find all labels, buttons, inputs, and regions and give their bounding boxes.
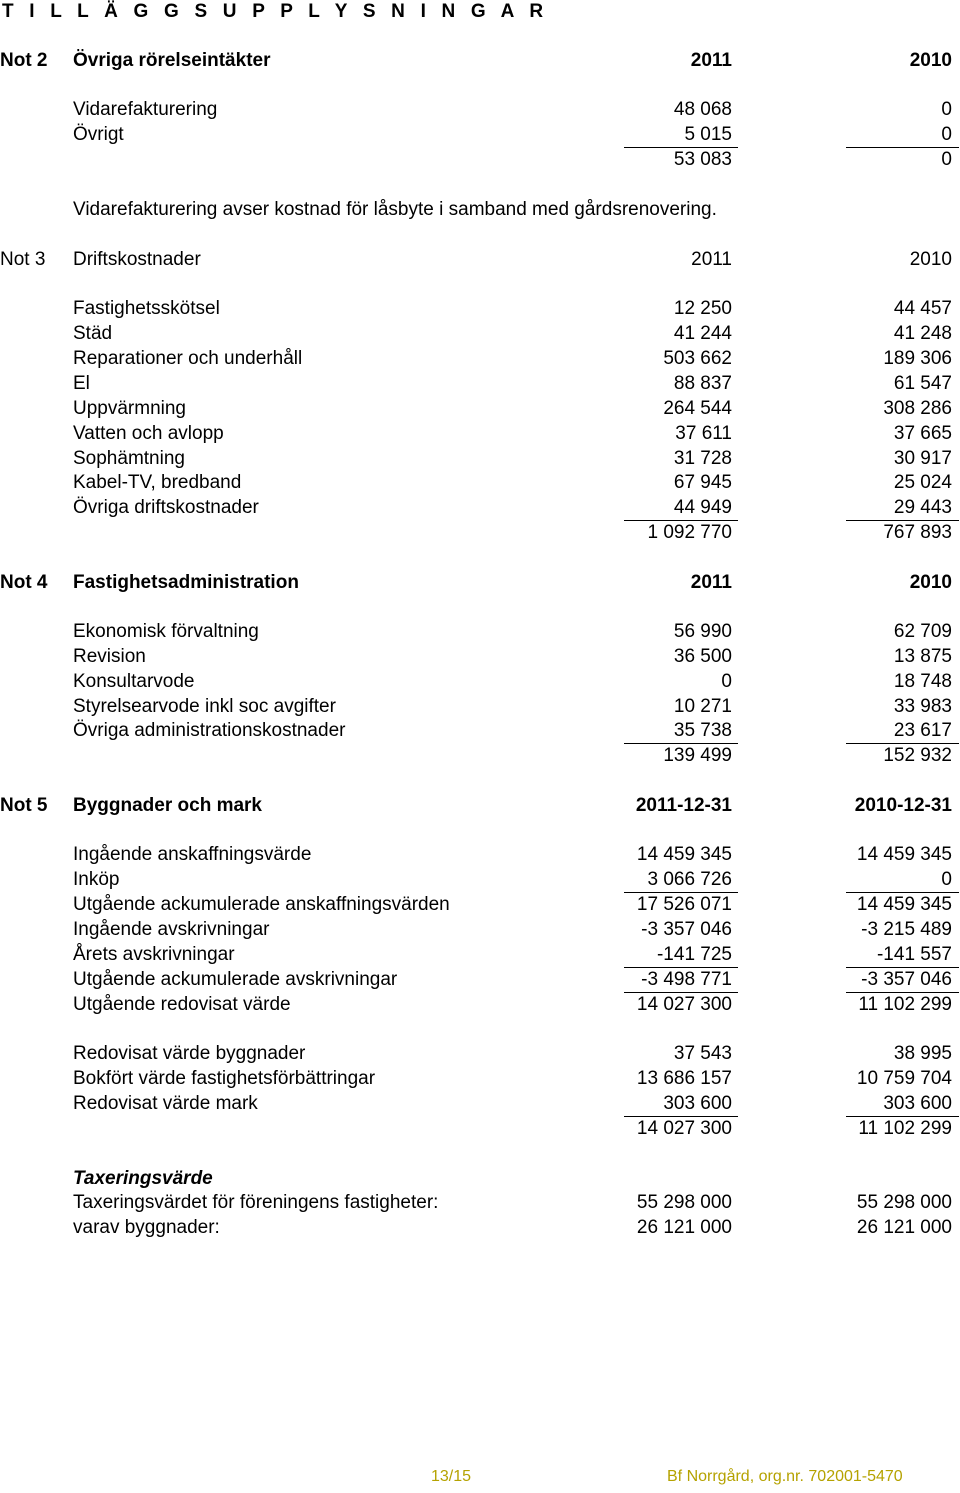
total-row xyxy=(0,744,960,768)
value-current: 44 949 xyxy=(673,497,732,518)
year-current: 2011 xyxy=(690,50,732,71)
value-current: 37 611 xyxy=(675,423,732,444)
note-number: Not 4 xyxy=(0,572,48,593)
note-text-row xyxy=(0,198,960,222)
value-previous: 308 286 xyxy=(883,398,952,419)
value-previous: 26 121 000 xyxy=(856,1217,952,1238)
table-row xyxy=(0,347,960,371)
table-row xyxy=(0,496,960,520)
row-label: El xyxy=(73,373,90,394)
row-label: Inköp xyxy=(73,869,120,890)
table-row xyxy=(0,322,960,346)
value-previous: 0 xyxy=(941,99,952,120)
table-row xyxy=(0,918,960,942)
value-previous: 25 024 xyxy=(893,472,952,493)
value-previous: -3 215 489 xyxy=(861,919,952,940)
value-current: 37 543 xyxy=(673,1043,732,1064)
row-label: Utgående redovisat värde xyxy=(73,994,291,1015)
table-row xyxy=(0,422,960,446)
row-label: Styrelsearvode inkl soc avgifter xyxy=(73,696,336,717)
row-label: Städ xyxy=(73,323,113,344)
total-previous: 0 xyxy=(941,149,952,170)
note-number: Not 3 xyxy=(0,249,46,270)
row-label: Övriga administrationskostnader xyxy=(73,720,346,741)
value-current: 67 945 xyxy=(673,472,732,493)
not2-header xyxy=(0,49,960,73)
page-number: 13/15 xyxy=(431,1468,472,1485)
value-previous: 0 xyxy=(941,869,952,890)
value-previous: -141 557 xyxy=(876,944,952,965)
table-row xyxy=(0,893,960,917)
value-current: -3 498 771 xyxy=(641,969,732,990)
value-current: 10 271 xyxy=(673,696,732,717)
value-previous: 13 875 xyxy=(893,646,952,667)
value-current: -3 357 046 xyxy=(641,919,732,940)
value-previous: 38 995 xyxy=(893,1043,952,1064)
table-row xyxy=(0,471,960,495)
table-row xyxy=(0,1092,960,1116)
table-row xyxy=(0,620,960,644)
value-previous: 11 102 299 xyxy=(858,994,952,1015)
row-label: Uppvärmning xyxy=(73,398,186,419)
value-current: 17 526 071 xyxy=(636,894,732,915)
value-previous: 41 248 xyxy=(893,323,952,344)
total-previous: 767 893 xyxy=(883,522,952,543)
value-previous: 61 547 xyxy=(893,373,952,394)
value-previous: 14 459 345 xyxy=(856,894,952,915)
row-label: Sophämtning xyxy=(73,448,185,469)
value-previous: 189 306 xyxy=(883,348,952,369)
total-current: 14 027 300 xyxy=(636,1118,732,1139)
total-row xyxy=(0,148,960,172)
note-title: Byggnader och mark xyxy=(73,795,262,816)
value-previous: 55 298 000 xyxy=(856,1192,952,1213)
value-current: 503 662 xyxy=(663,348,732,369)
row-label: Fastighetsskötsel xyxy=(73,298,220,319)
row-label: varav byggnader: xyxy=(73,1217,220,1238)
note-title: Övriga rörelseintäkter xyxy=(73,50,271,71)
value-previous: 14 459 345 xyxy=(856,844,952,865)
value-previous: 33 983 xyxy=(893,696,952,717)
date-current: 2011-12-31 xyxy=(635,795,732,816)
value-current: 36 500 xyxy=(673,646,732,667)
table-row xyxy=(0,372,960,396)
page-heading: T I L L Ä G G S U P P L Y S N I N G A R xyxy=(2,1,549,22)
year-previous: 2010 xyxy=(909,249,952,270)
value-previous: 29 443 xyxy=(893,497,952,518)
total-current: 1 092 770 xyxy=(647,522,732,543)
not5-header xyxy=(0,794,960,818)
value-previous: 23 617 xyxy=(893,720,952,741)
organization-footer: Bf Norrgård, org.nr. 702001-5470 xyxy=(667,1468,903,1485)
total-previous: 11 102 299 xyxy=(858,1118,952,1139)
table-row xyxy=(0,98,960,122)
total-previous: 152 932 xyxy=(883,745,952,766)
row-label: Vidarefakturering xyxy=(73,99,218,120)
tax-heading: Taxeringsvärde xyxy=(73,1168,213,1189)
value-previous: 303 600 xyxy=(883,1093,952,1114)
row-label: Övrigt xyxy=(73,124,124,145)
note-number: Not 5 xyxy=(0,795,48,816)
value-current: 303 600 xyxy=(663,1093,732,1114)
value-current: 3 066 726 xyxy=(647,869,732,890)
total-current: 139 499 xyxy=(663,745,732,766)
table-row xyxy=(0,297,960,321)
note-title: Fastighetsadministration xyxy=(73,572,299,593)
note-text: Vidarefakturering avser kostnad för låsbyte i samband med gårdsrenovering. xyxy=(73,199,717,220)
value-current: -141 725 xyxy=(656,944,732,965)
row-label: Utgående ackumulerade anskaffningsvärden xyxy=(73,894,450,915)
table-row xyxy=(0,447,960,471)
value-current: 13 686 157 xyxy=(636,1068,732,1089)
value-previous: 37 665 xyxy=(893,423,952,444)
value-previous: 18 748 xyxy=(893,671,952,692)
table-row xyxy=(0,1067,960,1091)
row-label: Övriga driftskostnader xyxy=(73,497,259,518)
value-previous: 0 xyxy=(941,124,952,145)
row-label: Ekonomisk förvaltning xyxy=(73,621,259,642)
year-current: 2011 xyxy=(691,249,732,270)
row-label: Årets avskrivningar xyxy=(73,944,235,965)
table-row xyxy=(0,1191,960,1215)
row-label: Konsultarvode xyxy=(73,671,195,692)
value-current: 26 121 000 xyxy=(636,1217,732,1238)
value-current: 48 068 xyxy=(673,99,732,120)
table-row xyxy=(0,123,960,147)
table-row xyxy=(0,695,960,719)
row-label: Revision xyxy=(73,646,146,667)
date-previous: 2010-12-31 xyxy=(854,795,952,816)
row-label: Vatten och avlopp xyxy=(73,423,224,444)
table-row xyxy=(0,1042,960,1066)
row-label: Redovisat värde mark xyxy=(73,1093,258,1114)
value-previous: 44 457 xyxy=(893,298,952,319)
note-title: Driftskostnader xyxy=(73,249,201,270)
year-previous: 2010 xyxy=(909,50,952,71)
value-current: 12 250 xyxy=(673,298,732,319)
note-number: Not 2 xyxy=(0,50,48,71)
table-row xyxy=(0,670,960,694)
total-row xyxy=(0,1117,960,1141)
total-row xyxy=(0,521,960,545)
table-row xyxy=(0,397,960,421)
row-label: Utgående ackumulerade avskrivningar xyxy=(73,969,398,990)
not3-header xyxy=(0,248,960,272)
table-row xyxy=(0,943,960,967)
value-current: 55 298 000 xyxy=(636,1192,732,1213)
table-row xyxy=(0,719,960,743)
row-label: Ingående avskrivningar xyxy=(73,919,270,940)
value-previous: 30 917 xyxy=(893,448,952,469)
table-row xyxy=(0,843,960,867)
value-current: 264 544 xyxy=(663,398,732,419)
value-current: 0 xyxy=(721,671,732,692)
year-previous: 2010 xyxy=(909,572,952,593)
year-current: 2011 xyxy=(690,572,732,593)
row-label: Kabel-TV, bredband xyxy=(73,472,242,493)
row-label: Bokfört värde fastighetsförbättringar xyxy=(73,1068,376,1089)
value-current: 31 728 xyxy=(673,448,732,469)
row-label: Redovisat värde byggnader xyxy=(73,1043,306,1064)
value-current: 35 738 xyxy=(673,720,732,741)
table-row xyxy=(0,868,960,892)
tax-heading-row xyxy=(0,1167,960,1191)
row-label: Ingående anskaffningsvärde xyxy=(73,844,312,865)
not4-header xyxy=(0,571,960,595)
total-current: 53 083 xyxy=(673,149,732,170)
table-row xyxy=(0,1216,960,1240)
row-label: Taxeringsvärdet för föreningens fastigheter: xyxy=(73,1192,439,1213)
value-current: 88 837 xyxy=(673,373,732,394)
value-current: 56 990 xyxy=(673,621,732,642)
table-row xyxy=(0,645,960,669)
row-label: Reparationer och underhåll xyxy=(73,348,303,369)
value-current: 14 027 300 xyxy=(636,994,732,1015)
value-current: 14 459 345 xyxy=(636,844,732,865)
table-row xyxy=(0,993,960,1017)
value-current: 5 015 xyxy=(684,124,732,145)
value-previous: 10 759 704 xyxy=(856,1068,952,1089)
value-previous: -3 357 046 xyxy=(861,969,952,990)
table-row xyxy=(0,968,960,992)
value-previous: 62 709 xyxy=(893,621,952,642)
value-current: 41 244 xyxy=(673,323,732,344)
